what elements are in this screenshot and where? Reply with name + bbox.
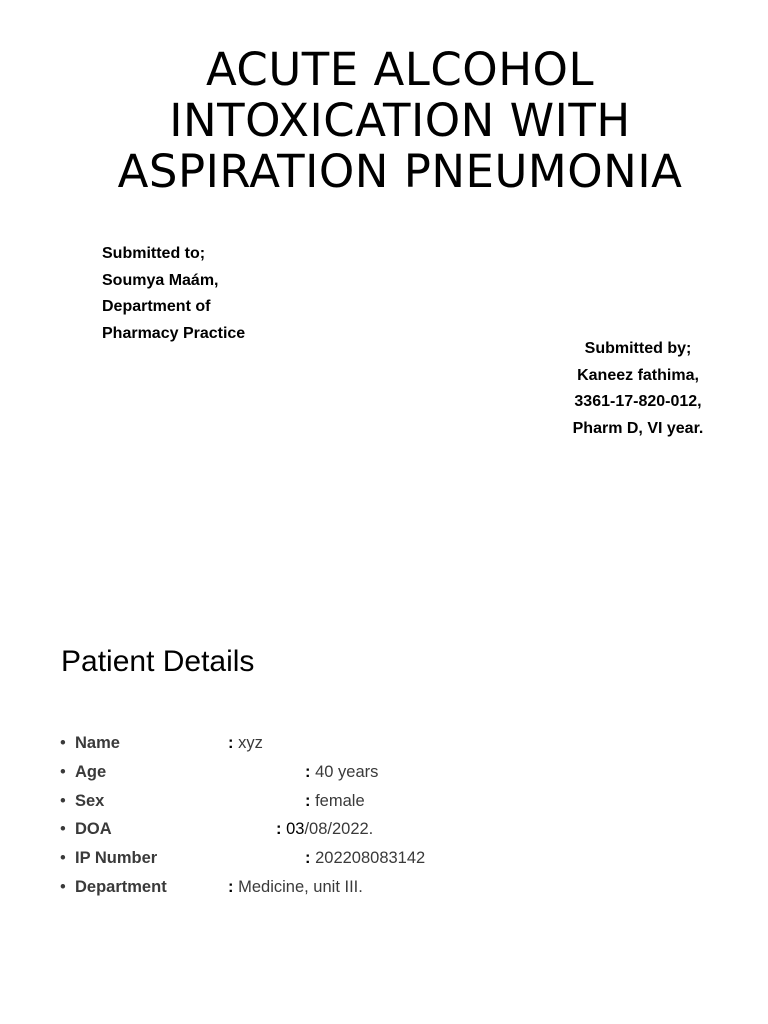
document-title [60,44,740,197]
bullet-icon: • [60,820,66,839]
patient-details-heading: Patient Details [61,645,255,678]
detail-label: Name [75,734,120,752]
title-line: ACUTE ALCOHOL [205,43,595,96]
submitted-by-id: 3361-17-820-012, [574,393,702,410]
submitted-to-department: Pharmacy Practice [102,324,246,342]
submitted-by-name: Kaneez fathima, [577,366,699,384]
detail-label: DOA [75,820,112,839]
submitted-by-course: Pharm D, VI year. [572,419,704,437]
detail-label: IP Number [75,849,158,868]
detail-value: : 03/08/2022. [276,820,374,839]
submitted-by-heading: Submitted by; [584,340,692,357]
submitted-to-name: Soumya Maám, [102,271,219,289]
detail-label: Department [75,877,167,896]
bullet-icon: • [60,791,66,810]
detail-value: : 202208083142 [305,849,426,868]
detail-label: Sex [75,791,105,810]
submitted-by-block [548,336,728,442]
bullet-icon: • [60,762,66,781]
title-line: INTOXICATION WITH [169,94,631,147]
detail-label: Age [75,762,107,781]
bullet-icon: • [60,849,66,868]
bullet-icon: • [60,734,66,752]
submitted-to-heading: Submitted to; [102,245,206,262]
detail-value: : xyz [228,734,263,752]
bullet-icon: • [60,877,66,896]
title-line: ASPIRATION PNEUMONIA [117,145,683,198]
submitted-to-block [102,241,245,347]
detail-value: : 40 years [305,762,379,781]
submitted-to-department: Department of [102,298,211,315]
detail-value: : Medicine, unit III. [228,877,363,896]
detail-value: : female [305,791,365,810]
